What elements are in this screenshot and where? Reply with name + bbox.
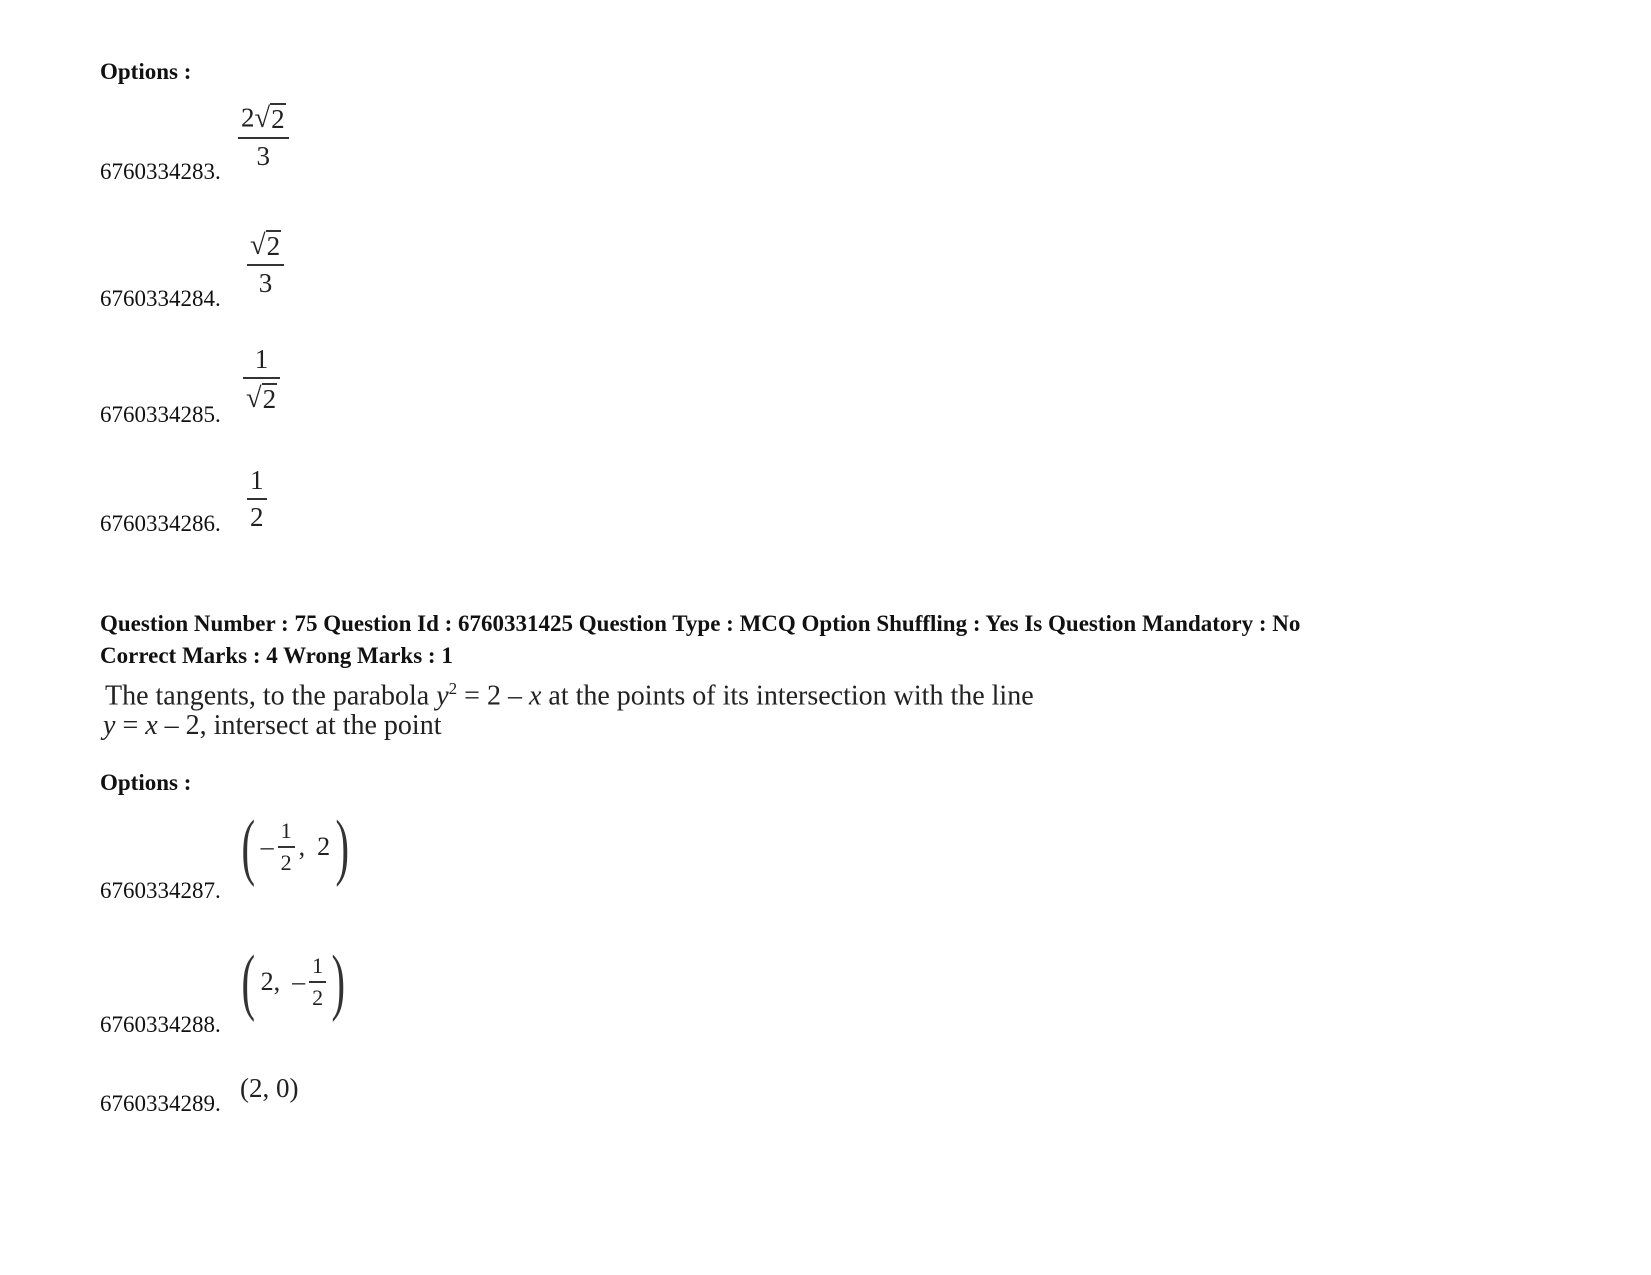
option-id: 6760334287.: [100, 878, 221, 903]
minus-sign: –: [292, 967, 306, 996]
question-text-line2: [103, 707, 442, 744]
option-id: 6760334285.: [100, 402, 221, 427]
numerator: 1: [254, 344, 269, 374]
var-y: y: [103, 710, 116, 741]
right-paren-icon: ): [335, 806, 350, 888]
option-fraction: [243, 346, 280, 413]
text-segment: =: [115, 710, 146, 741]
var-x: x: [145, 710, 158, 741]
coordinate: 2,: [260, 967, 281, 996]
denominator: 3: [258, 268, 273, 298]
denominator: 2: [280, 850, 292, 875]
denominator: 3: [256, 141, 271, 171]
question-meta-line2: Correct Marks : 4 Wrong Marks : 1: [100, 643, 453, 668]
option-fraction: [247, 230, 284, 297]
var-y: y: [436, 680, 449, 712]
option-id: 6760334283.: [100, 159, 221, 184]
right-paren-icon: ): [331, 941, 346, 1023]
numerator: 1: [280, 818, 292, 843]
denominator: 2: [312, 985, 324, 1010]
options-label: Options :: [100, 770, 192, 795]
options-label: Options :: [100, 59, 192, 84]
minus-sign: –: [260, 832, 274, 861]
fraction-bar: [243, 377, 280, 379]
numerator-coefficient: 2: [241, 102, 255, 133]
fraction-bar: [247, 498, 267, 500]
radicand: 2: [262, 384, 277, 414]
numerator: 1: [250, 465, 264, 495]
fraction-bar: [309, 981, 326, 983]
exponent: 2: [448, 679, 458, 698]
left-paren-icon: (: [241, 806, 256, 888]
option-fraction: [238, 103, 289, 170]
radicand: 2: [266, 231, 281, 261]
denominator: 2: [250, 502, 264, 532]
comma: ,: [298, 832, 306, 861]
text-segment: at the points of its intersection with the line: [541, 680, 1034, 712]
left-paren-icon: (: [241, 941, 256, 1023]
question-meta-line1: Question Number : 75 Question Id : 6760331425 Question Type : MCQ Option Shuffling : Yes Is Question Mandatory : No: [100, 611, 1301, 636]
numerator: 1: [312, 953, 324, 978]
text-segment: The tangents, to the parabola: [105, 680, 437, 712]
fraction-bar: [278, 846, 295, 848]
option-id: 6760334284.: [100, 286, 221, 311]
option-id: 6760334286.: [100, 511, 221, 536]
var-x: x: [528, 680, 542, 712]
coordinate: 2: [317, 832, 331, 861]
option-id: 6760334289.: [100, 1091, 221, 1116]
option-point: [236, 806, 355, 888]
radicand: 2: [271, 104, 285, 134]
sqrt-icon: √: [250, 229, 266, 261]
fraction-bar: [238, 137, 289, 139]
fraction-bar: [247, 264, 284, 266]
sqrt-icon: √: [254, 102, 271, 134]
sqrt-icon: √: [246, 382, 262, 414]
option-point: (2, 0): [240, 1073, 299, 1103]
option-fraction: [247, 467, 267, 531]
option-point: [236, 941, 351, 1023]
text-segment: – 2, intersect at the point: [157, 710, 442, 741]
option-id: 6760334288.: [100, 1012, 221, 1037]
text-segment: = 2 –: [457, 680, 529, 712]
